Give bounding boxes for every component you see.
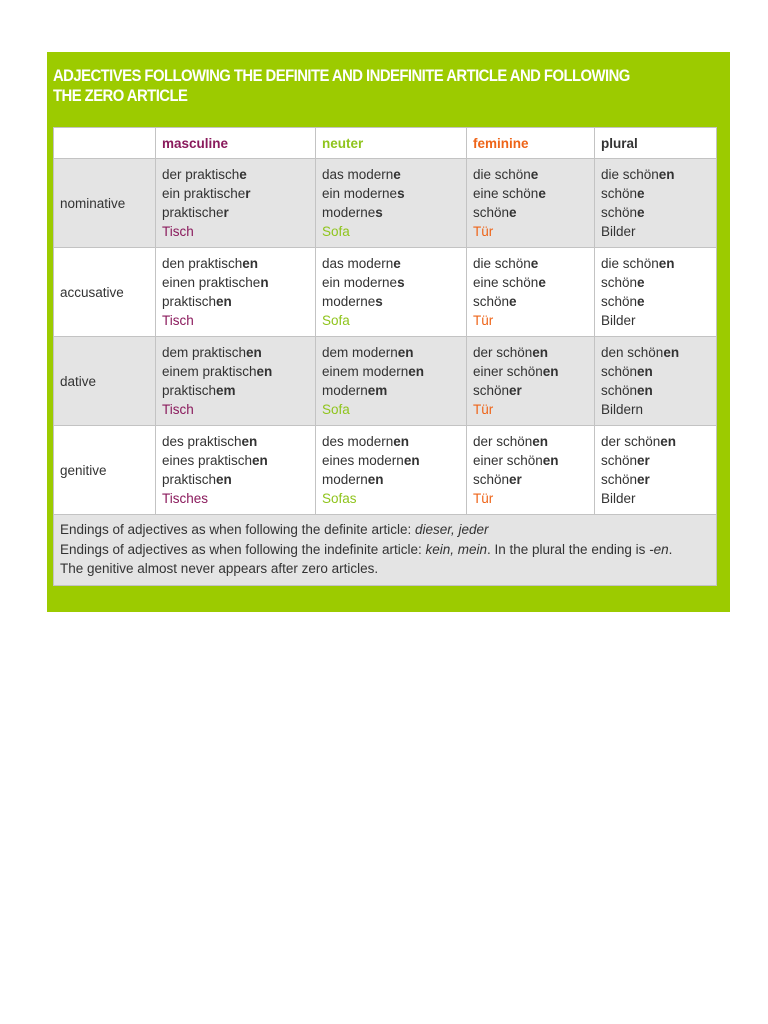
- adjective-form: [162, 273, 309, 292]
- adjective-ending: e: [393, 166, 401, 182]
- adjective-form: [473, 362, 588, 381]
- adjective-form: [322, 254, 460, 273]
- note-example: -en: [649, 541, 669, 557]
- adjective-form: [473, 165, 588, 184]
- plural-cell: [595, 248, 717, 337]
- adjective-form: [601, 343, 710, 362]
- adjective-stem: einem modern: [322, 363, 409, 379]
- note-example: kein, mein: [425, 541, 487, 557]
- adjective-ending: en: [252, 452, 268, 468]
- neuter-cell: [316, 337, 467, 426]
- adjective-ending: en: [658, 255, 675, 271]
- masculine-cell: [156, 426, 316, 515]
- header-empty-cell: [54, 128, 156, 159]
- adjective-ending: e: [239, 166, 247, 182]
- feminine-cell: [467, 337, 595, 426]
- neuter-cell: [316, 426, 467, 515]
- note-text: The genitive almost never appears after zero articles.: [60, 561, 379, 576]
- note-line: [60, 540, 710, 560]
- adjective-stem: einem praktisch: [162, 363, 257, 379]
- adjective-ending: en: [532, 433, 549, 449]
- adjective-stem: einer schön: [473, 452, 543, 468]
- note-text: Endings of adjectives as when following the definite article:: [60, 522, 415, 537]
- adjective-stem: einer schön: [473, 363, 543, 379]
- adjective-stem: des praktisch: [162, 433, 242, 449]
- adjective-form: [162, 381, 309, 400]
- adjective-form: [601, 432, 710, 451]
- adjective-ending: en: [216, 294, 232, 309]
- masculine-noun: Tisch: [162, 402, 194, 418]
- adjective-ending: s: [375, 294, 383, 309]
- adjective-form: [162, 203, 309, 222]
- adjective-form: [601, 203, 710, 222]
- feminine-noun: Tür: [473, 224, 494, 240]
- adjective-stem: schön: [601, 452, 638, 468]
- adjective-ending: e: [509, 294, 517, 309]
- feminine-cell: [467, 426, 595, 515]
- adjective-ending: en: [403, 452, 420, 468]
- adjective-form: [473, 203, 588, 222]
- adjective-ending: e: [538, 274, 546, 290]
- adjective-ending: r: [223, 205, 229, 220]
- adjective-ending: er: [509, 383, 522, 398]
- adjective-form: [162, 451, 309, 470]
- adjective-stem: schön: [601, 205, 638, 220]
- adjective-ending: s: [397, 274, 405, 290]
- adjective-form: [473, 343, 588, 362]
- adjective-form: [473, 254, 588, 273]
- adjective-form: [322, 203, 460, 222]
- adjective-form: [162, 362, 309, 381]
- adjective-stem: praktisch: [162, 472, 217, 487]
- adjective-stem: die schön: [601, 166, 659, 182]
- note-text: .: [668, 541, 673, 557]
- adjective-ending: er: [637, 452, 650, 468]
- adjective-ending: e: [530, 166, 539, 182]
- adjective-ending: s: [375, 205, 383, 220]
- adjective-stem: praktische: [162, 205, 224, 220]
- case-label: dative: [54, 337, 156, 426]
- feminine-noun: Tür: [473, 491, 494, 507]
- adjective-form: [322, 432, 460, 451]
- header-neuter: neuter: [316, 128, 467, 159]
- adjective-form: [601, 273, 710, 292]
- case-row-dative: [54, 337, 717, 426]
- case-label: accusative: [54, 248, 156, 337]
- adjective-stem: schön: [601, 185, 638, 201]
- adjective-form: [601, 184, 710, 203]
- plural-noun: Bilder: [601, 491, 636, 507]
- adjective-form: [162, 254, 309, 273]
- adjective-form: [322, 165, 460, 184]
- adjective-ending: e: [637, 294, 645, 309]
- adjective-form: [322, 292, 460, 311]
- adjective-ending: en: [246, 344, 262, 360]
- adjective-stem: moderne: [322, 294, 376, 309]
- adjective-ending: en: [216, 472, 232, 487]
- adjective-form: [322, 470, 460, 489]
- adjective-stem: des modern: [322, 433, 394, 449]
- feminine-noun: Tür: [473, 402, 494, 418]
- adjective-form: [601, 292, 710, 311]
- adjective-stem: dem praktisch: [162, 344, 247, 360]
- notes-row: [54, 515, 717, 586]
- notes-cell: [54, 515, 717, 586]
- note-text: Endings of adjectives as when following the indefinite article:: [60, 541, 426, 557]
- adjective-stem: ein moderne: [322, 185, 398, 201]
- header-plural: plural: [595, 128, 717, 159]
- adjective-ending: e: [637, 274, 645, 290]
- masculine-noun: Tisches: [162, 491, 209, 507]
- note-line: [60, 559, 710, 579]
- adjective-stem: schön: [473, 205, 510, 220]
- masculine-cell: [156, 337, 316, 426]
- adjective-form: [473, 381, 588, 400]
- adjective-form: [473, 451, 588, 470]
- adjective-ending: em: [216, 383, 236, 398]
- adjective-ending: n: [260, 274, 269, 290]
- plural-cell: [595, 159, 717, 248]
- neuter-noun: Sofas: [322, 491, 357, 507]
- adjective-ending: en: [408, 363, 425, 379]
- adjective-form: [162, 184, 309, 203]
- page-title: ADJECTIVES FOLLOWING THE DEFINITE AND INDEFINITE ARTICLE AND FOLLOWING THE ZERO ARTICLE: [53, 67, 630, 105]
- adjective-form: [322, 451, 460, 470]
- neuter-noun: Sofa: [322, 402, 350, 418]
- adjective-stem: eine schön: [473, 185, 539, 201]
- case-label: nominative: [54, 159, 156, 248]
- adjective-stem: das modern: [322, 166, 394, 182]
- adjective-ending: s: [397, 185, 405, 201]
- feminine-noun: Tür: [473, 313, 494, 329]
- neuter-noun: Sofa: [322, 313, 350, 329]
- adjective-ending: en: [660, 433, 677, 449]
- note-text: . In the plural the ending is: [487, 541, 650, 557]
- adjective-ending: er: [637, 472, 650, 487]
- case-row-nominative: [54, 159, 717, 248]
- adjective-stem: die schön: [601, 255, 659, 271]
- adjective-stem: der praktisch: [162, 166, 240, 182]
- adjective-stem: modern: [322, 383, 368, 398]
- masculine-cell: [156, 248, 316, 337]
- adjective-form: [601, 381, 710, 400]
- adjective-ending: e: [393, 255, 401, 271]
- adjective-stem: eines modern: [322, 452, 404, 468]
- neuter-cell: [316, 159, 467, 248]
- adjective-ending: en: [367, 472, 384, 487]
- adjective-ending: r: [245, 185, 251, 201]
- adjective-form: [601, 165, 710, 184]
- adjective-stem: der schön: [473, 433, 533, 449]
- adjective-ending: e: [509, 205, 517, 220]
- adjective-ending: er: [509, 472, 522, 487]
- adjective-ending: en: [532, 344, 549, 360]
- adjective-stem: praktisch: [162, 383, 217, 398]
- adjective-stem: schön: [473, 472, 510, 487]
- adjective-form: [322, 381, 460, 400]
- adjective-ending: e: [538, 185, 546, 201]
- neuter-cell: [316, 248, 467, 337]
- plural-cell: [595, 337, 717, 426]
- adjective-ending: en: [663, 344, 680, 360]
- adjective-stem: schön: [601, 294, 638, 309]
- case-label: genitive: [54, 426, 156, 515]
- adjective-form: [473, 292, 588, 311]
- adjective-form: [473, 432, 588, 451]
- masculine-cell: [156, 159, 316, 248]
- adjective-form: [162, 165, 309, 184]
- grammar-panel: [47, 52, 730, 612]
- adjective-stem: schön: [473, 294, 510, 309]
- plural-cell: [595, 426, 717, 515]
- adjective-stem: schön: [601, 274, 638, 290]
- header-row: [54, 128, 717, 159]
- adjective-ending: en: [542, 452, 559, 468]
- adjective-ending: e: [637, 205, 645, 220]
- adjective-stem: den praktisch: [162, 255, 243, 271]
- adjective-stem: eines praktisch: [162, 452, 253, 468]
- neuter-noun: Sofa: [322, 224, 350, 240]
- adjective-stem: schön: [473, 383, 510, 398]
- adjective-ending: en: [637, 383, 653, 398]
- adjective-ending: en: [542, 363, 559, 379]
- adjective-form: [322, 362, 460, 381]
- adjective-ending: en: [256, 363, 273, 379]
- adjective-ending: en: [241, 433, 258, 449]
- case-row-genitive: [54, 426, 717, 515]
- header-masculine: masculine: [156, 128, 316, 159]
- adjective-ending: en: [658, 166, 675, 182]
- adjective-ending: en: [242, 255, 259, 271]
- adjective-form: [473, 273, 588, 292]
- adjective-stem: den schön: [601, 344, 664, 360]
- adjective-ending: en: [397, 344, 414, 360]
- adjective-stem: ein moderne: [322, 274, 398, 290]
- adjective-stem: eine schön: [473, 274, 539, 290]
- adjective-form: [473, 470, 588, 489]
- adjective-stem: modern: [322, 472, 368, 487]
- adjective-form: [601, 254, 710, 273]
- adjective-stem: schön: [601, 383, 638, 398]
- adjective-form: [322, 184, 460, 203]
- adjective-form: [601, 470, 710, 489]
- adjective-stem: schön: [601, 363, 638, 379]
- adjective-stem: die schön: [473, 166, 531, 182]
- adjective-stem: dem modern: [322, 344, 398, 360]
- masculine-noun: Tisch: [162, 224, 194, 240]
- feminine-cell: [467, 248, 595, 337]
- adjective-ending: en: [393, 433, 410, 449]
- adjective-form: [473, 184, 588, 203]
- plural-noun: Bilder: [601, 313, 636, 329]
- plural-noun: Bildern: [601, 402, 644, 418]
- adjective-stem: einen praktische: [162, 274, 261, 290]
- adjective-ending: em: [367, 383, 388, 398]
- adjective-stem: der schön: [473, 344, 533, 360]
- plural-noun: Bilder: [601, 224, 636, 240]
- adjective-form: [322, 273, 460, 292]
- header-feminine: feminine: [467, 128, 595, 159]
- adjective-form: [162, 470, 309, 489]
- adjective-form: [162, 343, 309, 362]
- feminine-cell: [467, 159, 595, 248]
- adjective-form: [601, 451, 710, 470]
- adjective-ending: en: [637, 363, 653, 379]
- adjective-stem: ein praktische: [162, 185, 246, 201]
- adjective-ending: e: [637, 185, 645, 201]
- case-row-accusative: [54, 248, 717, 337]
- note-example: dieser, jeder: [414, 522, 489, 537]
- adjective-form: [322, 343, 460, 362]
- note-line: [60, 520, 710, 540]
- adjective-stem: moderne: [322, 205, 376, 220]
- masculine-noun: Tisch: [162, 313, 194, 329]
- adjective-form: [162, 432, 309, 451]
- adjective-stem: das modern: [322, 255, 394, 271]
- adjective-endings-table: [53, 127, 717, 586]
- adjective-stem: praktisch: [162, 294, 217, 309]
- adjective-stem: der schön: [601, 433, 661, 449]
- adjective-stem: schön: [601, 472, 638, 487]
- adjective-stem: die schön: [473, 255, 531, 271]
- adjective-form: [601, 362, 710, 381]
- adjective-form: [162, 292, 309, 311]
- adjective-ending: e: [530, 255, 539, 271]
- case-rows: [54, 159, 717, 515]
